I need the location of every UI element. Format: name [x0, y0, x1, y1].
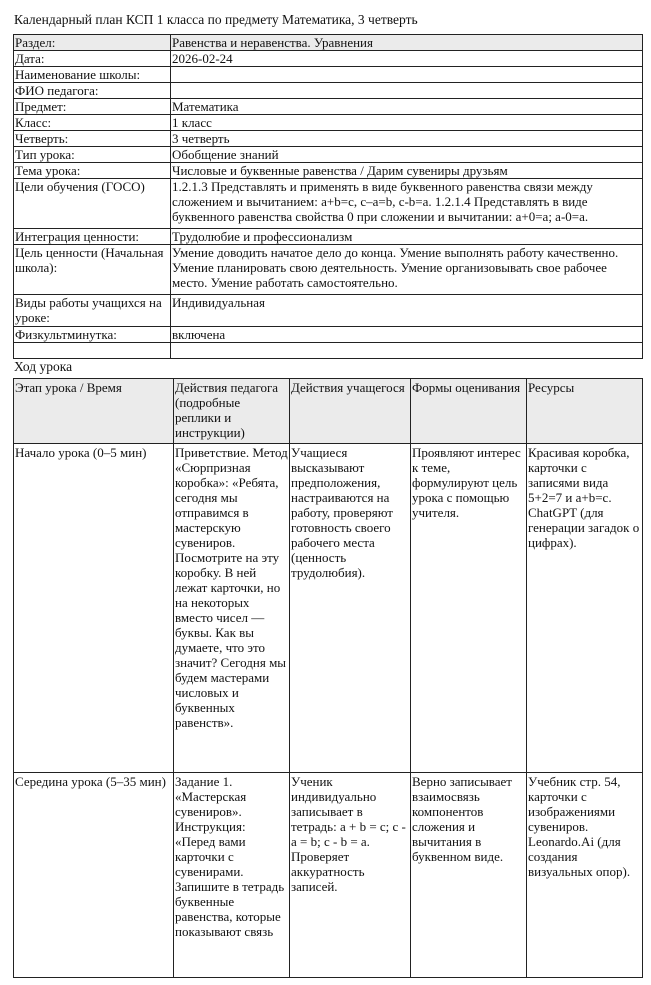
lesson-cell: Учебник стр. 54, карточки с изображениями сувениров. Leonardo.Ai (для создания визуальных опор).: [527, 773, 643, 978]
info-row: [14, 99, 643, 115]
info-value: Трудолюбие и профессионализм: [171, 229, 643, 245]
column-header: Действия педагога (подробные реплики и инструкции): [174, 379, 290, 444]
info-row: [14, 83, 643, 99]
lesson-cell: Середина урока (5–35 мин): [14, 773, 174, 978]
info-row: [14, 35, 643, 51]
lesson-cell: Задание 1. «Мастерская сувениров». Инструкция: «Перед вами карточки с сувенирами. Запишите в тетрадь буквенные равенства, которые показывают связь: [174, 773, 290, 978]
info-row: [14, 295, 643, 327]
info-key: Интеграция ценности:: [14, 229, 171, 245]
info-row: [14, 229, 643, 245]
lesson-cell: Верно записывает взаимосвязь компонентов сложения и вычитания в буквенном виде.: [411, 773, 527, 978]
info-key: Физкультминутка:: [14, 327, 171, 343]
info-key: Четверть:: [14, 131, 171, 147]
lesson-info-table: [13, 34, 643, 359]
info-value: Числовые и буквенные равенства / Дарим сувениры друзьям: [171, 163, 643, 179]
info-value: Умение доводить начатое дело до конца. Умение выполнять работу качественно. Умение планировать свою деятельность. Умение организовывать свое рабочее место. Умение работать самостоятельно.: [171, 245, 643, 295]
document-title: Календарный план КСП 1 класса по предмету Математика, 3 четверть: [14, 12, 418, 27]
column-header: Действия учащегося: [290, 379, 411, 444]
info-value: Индивидуальная: [171, 295, 643, 327]
info-value: Математика: [171, 99, 643, 115]
column-header: Формы оценивания: [411, 379, 527, 444]
column-header: Ресурсы: [527, 379, 643, 444]
info-key: Дата:: [14, 51, 171, 67]
info-row: [14, 147, 643, 163]
info-key: Класс:: [14, 115, 171, 131]
lesson-flow-body: [14, 379, 643, 978]
info-key: [14, 343, 171, 359]
info-value: [171, 67, 643, 83]
info-value: [171, 343, 643, 359]
info-key: Тип урока:: [14, 147, 171, 163]
lesson-cell: Приветствие. Метод «Сюрпризная коробка»: «Ребята, сегодня мы отправимся в мастерскую сувениров. Посмотрите на эту коробку. В ней лежат карточки, но на некоторых вместо чисел — буквы. Как вы думаете, что это значит? Сегодня мы будем мастерами числовых и буквенных равенств».: [174, 444, 290, 773]
info-key: Цель ценности (Начальная школа):: [14, 245, 171, 295]
lesson-cell: Красивая коробка, карточки с записями вида 5+2=7 и a+b=c. ChatGPT (для генерации загадок о цифрах).: [527, 444, 643, 773]
info-value: 2026-02-24: [171, 51, 643, 67]
info-value: включена: [171, 327, 643, 343]
info-row: [14, 343, 643, 359]
info-row: [14, 115, 643, 131]
info-row: [14, 163, 643, 179]
info-row: [14, 67, 643, 83]
info-key: Наименование школы:: [14, 67, 171, 83]
info-key: Тема урока:: [14, 163, 171, 179]
info-key: Раздел:: [14, 35, 171, 51]
info-value: 1.2.1.3 Представлять и применять в виде буквенного равенства связи между сложением и вычитанием: a+b=c, c–a=b, c-b=a. 1.2.1.4 Представлять в виде буквенного равенства свойства 0 при сложении и вычитании: a+0=a; a-0=a.: [171, 179, 643, 229]
info-value: [171, 83, 643, 99]
info-value: 1 класс: [171, 115, 643, 131]
lesson-cell: Учащиеся высказывают предположения, настраиваются на работу, проверяют готовность своего рабочего места (ценность трудолюбия).: [290, 444, 411, 773]
lesson-cell: Ученик индивидуально записывает в тетрадь: a + b = c; c - a = b; c - b = a. Проверяет аккуратность записей.: [290, 773, 411, 978]
lesson-info-body: [14, 35, 643, 359]
info-value: 3 четверть: [171, 131, 643, 147]
lesson-flow-table: [13, 378, 643, 978]
info-key: Цели обучения (ГОСО): [14, 179, 171, 229]
info-row: [14, 51, 643, 67]
info-key: Виды работы учащихся на уроке:: [14, 295, 171, 327]
lesson-header-row: [14, 379, 643, 444]
info-value: Обобщение знаний: [171, 147, 643, 163]
info-row: [14, 179, 643, 229]
info-row: [14, 245, 643, 295]
info-key: Предмет:: [14, 99, 171, 115]
lesson-cell: Проявляют интерес к теме, формулируют цель урока с помощью учителя.: [411, 444, 527, 773]
info-row: [14, 327, 643, 343]
info-value: Равенства и неравенства. Уравнения: [171, 35, 643, 51]
info-row: [14, 131, 643, 147]
lesson-stage-row: [14, 773, 643, 978]
column-header: Этап урока / Время: [14, 379, 174, 444]
lesson-cell: Начало урока (0–5 мин): [14, 444, 174, 773]
info-key: ФИО педагога:: [14, 83, 171, 99]
section-title: Ход урока: [14, 359, 73, 374]
lesson-stage-row: [14, 444, 643, 773]
